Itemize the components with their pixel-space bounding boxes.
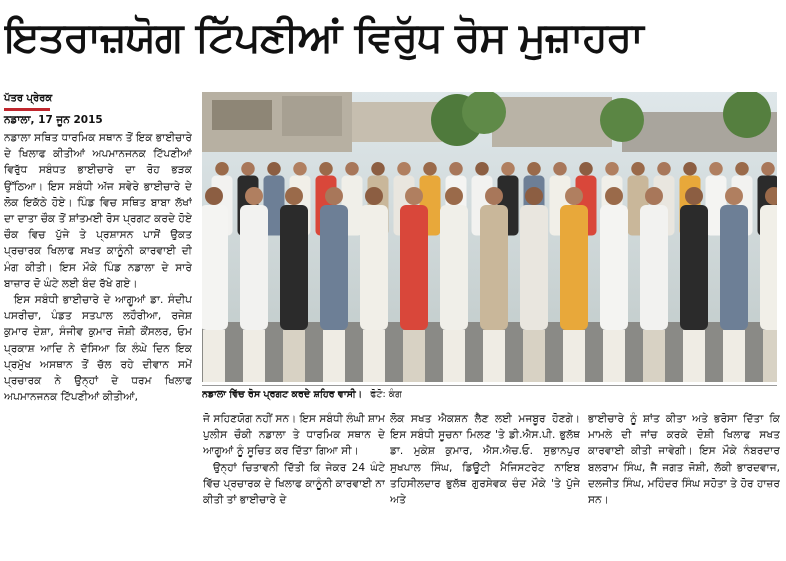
crowd-person-head [285, 187, 303, 205]
crowd-person-head [205, 187, 223, 205]
photo-caption [202, 387, 777, 403]
article-column-2 [203, 411, 385, 558]
crowd-person-head [605, 187, 623, 205]
news-photo [202, 92, 777, 382]
crowd-person-body [320, 205, 348, 330]
crowd-person-head [527, 162, 541, 176]
crowd-person-legs [723, 330, 745, 382]
crowd-person-head [405, 187, 423, 205]
protest-crowd-photo [202, 92, 777, 382]
crowd-person-body [480, 205, 508, 330]
crowd-person-legs [683, 330, 705, 382]
crowd-person-legs [643, 330, 665, 382]
dateline: ਨਡਾਲਾ, 17 ਜੂਨ 2015 [4, 114, 103, 126]
crowd-person-body [520, 205, 548, 330]
crowd-person-legs [603, 330, 625, 382]
crowd-person-head [449, 162, 463, 176]
crowd-person-body [280, 205, 308, 330]
crowd-person-legs [443, 330, 465, 382]
crowd-person-head [245, 187, 263, 205]
crowd-person-head [371, 162, 385, 176]
article-paragraph: ਭਾਈਚਾਰੇ ਨੂੰ ਸ਼ਾਂਤ ਕੀਤਾ ਅਤੇ ਭਰੋਸਾ ਦਿੱਤਾ ਕਿ ਮਾਮਲੇ ਦੀ ਜਾਂਚ ਕਰਕੇ ਦੋਸ਼ੀ ਖਿਲਾਫ ਸਖਤ ਕਾਰਵਾਈ ਕੀਤੀ ਜਾਵੇਗੀ। ਇਸ ਮੌਕੇ ਨੰਬਰਦਾਰ ਬਲਰਾਮ ਸਿੰਘ, ਜੈ ਜਗਤ ਜੋਸ਼ੀ, ਲੱਕੀ ਭਾਰਦਵਾਜ, ਦਲਜੀਤ ਸਿੰਘ, ਮਹਿੰਦਰ ਸਿੰਘ ਸਹੋਤਾ ਤੇ ਹੋਰ ਹਾਜ਼ਰ ਸਨ। [588, 413, 780, 507]
crowd-person-head [645, 187, 663, 205]
crowd-person-head [525, 187, 543, 205]
article-column-3 [390, 411, 580, 558]
crowd-person-head [501, 162, 515, 176]
byline: ਪੱਤਰ ਪ੍ਰੇਰਕ [4, 93, 53, 104]
article-paragraph: ਨਡਾਲਾ ਸਥਿਤ ਧਾਰਮਿਕ ਸਥਾਨ ਤੋਂ ਇਕ ਭਾਈਚਾਰੇ ਦੇ ਖਿਲਾਫ ਕੀਤੀਆਂ ਅਪਮਾਨਜਨਕ ਟਿੱਪਣੀਆਂ ਵਿਰੁੱਧ ਸਬੰਧਤ ਭਾਈਚਾਰੇ ਦਾ ਰੋਹ ਭੜਕ ਉੱਠਿਆ। ਇਸ ਸਬੰਧੀ ਅੱਜ ਸਵੇਰੇ ਭਾਈਚਾਰੇ ਦੇ ਲੋਕ ਇਕੱਠੇ ਹੋਏ। ਪਿੰਡ ਵਿਚ ਸਥਿਤ ਬਾਬਾ ਲੱਖਾਂ ਦਾ ਦਾਤਾ ਚੌਕ ਤੋਂ ਸ਼ਾਂਤਮਈ ਰੋਸ ਪ੍ਰਗਟ ਕਰਦੇ ਹੋਏ ਚੌਕ ਵਿਚ ਪੁੱਜੇ ਤੇ ਪ੍ਰਸ਼ਾਸਨ ਪਾਸੋਂ ਉਕਤ ਪ੍ਰਚਾਰਕ ਖਿਲਾਫ ਸਖਤ ਕਾਨੂੰਨੀ ਕਾਰਵਾਈ ਦੀ ਮੰਗ ਕੀਤੀ। ਇਸ ਮੌਕੇ ਪਿੰਡ ਨਡਾਲਾ ਦੇ ਸਾਰੇ ਬਾਜ਼ਾਰ ਦੋ ਘੰਟੇ ਲਈ ਬੰਦ ਰੱਖੇ ਗਏ। [4, 132, 192, 290]
article-column-4 [588, 411, 780, 558]
crowd-person-legs [323, 330, 345, 382]
crowd-person-head [579, 162, 593, 176]
crowd-person-head [423, 162, 437, 176]
crowd-person-head [345, 162, 359, 176]
crowd-person-legs [403, 330, 425, 382]
crowd-person-legs [203, 330, 225, 382]
crowd-person-legs [523, 330, 545, 382]
crowd-person-legs [283, 330, 305, 382]
crowd-person-body [760, 205, 777, 330]
crowd-person-legs [483, 330, 505, 382]
crowd-person-head [725, 187, 743, 205]
article-paragraph: ਇਸ ਸਬੰਧੀ ਭਾਈਚਾਰੇ ਦੇ ਆਗੂਆਂ ਡਾ. ਸੰਦੀਪ ਪਸਰੀਚਾ, ਪੰਡਤ ਸਤਪਾਲ ਲਹੌਰੀਆ, ਰਜੇਸ਼ ਕੁਮਾਰ ਦੇਸ਼ਾ, ਸੰਜੀਵ ਕੁਮਾਰ ਜੋਸ਼ੀ ਕੌਂਸਲਰ, ਓਮ ਪ੍ਰਕਾਸ਼ ਆਦਿ ਨੇ ਦੱਸਿਆ ਕਿ ਲੰਘੇ ਦਿਨ ਇਕ ਪ੍ਰਮੁੱਖ ਅਸਥਾਨ ਤੋਂ ਚੱਲ ਰਹੇ ਦੀਵਾਨ ਸਮੇਂ ਪ੍ਰਚਾਰਕ ਨੇ ਉਨ੍ਹਾਂ ਦੇ ਧਰਮ ਖਿਲਾਫ ਅਪਮਾਨਜਨਕ ਟਿੱਪਣੀਆਂ ਕੀਤੀਆਂ, [4, 294, 192, 404]
crowd-person-body [600, 205, 628, 330]
headline: ਇਤਰਾਜ਼ਯੋਗ ਟਿੱਪਣੀਆਂ ਵਿਰੁੱਧ ਰੋਸ ਮੁਜ਼ਾਹਰਾ [4, 13, 643, 61]
crowd-person-body [440, 205, 468, 330]
caption-rule [202, 385, 777, 386]
crowd-person-head [325, 187, 343, 205]
byline-rule [4, 108, 50, 111]
photo-caption-text: ਨਡਾਲਾ ਵਿੱਚ ਰੋਸ ਪ੍ਰਗਟ ਕਰਦੇ ਸ਼ਹਿਰ ਵਾਸੀ। [202, 389, 363, 400]
crowd-person-body [202, 205, 228, 330]
crowd-person-head [685, 187, 703, 205]
crowd-person-body [240, 205, 268, 330]
crowd-person-head [365, 187, 383, 205]
crowd-person-body [720, 205, 748, 330]
crowd-person-head [475, 162, 489, 176]
crowd-person-head [267, 162, 281, 176]
crowd-person-head [293, 162, 307, 176]
crowd-person-head [761, 162, 775, 176]
crowd-person-head [445, 187, 463, 205]
crowd-person-head [735, 162, 749, 176]
crowd-person-head [215, 162, 229, 176]
article-paragraph: ਜੋ ਸਹਿਣਯੋਗ ਨਹੀਂ ਸਨ। ਇਸ ਸਬੰਧੀ ਲੰਘੀ ਸ਼ਾਮ ਪੁਲੀਸ ਚੌਕੀ ਨਡਾਲਾ ਤੇ ਧਾਰਮਿਕ ਸਥਾਨ ਦੇ ਆਗੂਆਂ ਨੂੰ ਸੂਚਿਤ ਕਰ ਦਿੱਤਾ ਗਿਆ ਸੀ। [203, 413, 385, 458]
crowd-person-head [397, 162, 411, 176]
crowd-person-head [553, 162, 567, 176]
crowd-person-legs [363, 330, 385, 382]
crowd-person-head [631, 162, 645, 176]
crowd-person-head [241, 162, 255, 176]
crowd-person-body [680, 205, 708, 330]
crowd-person-body [360, 205, 388, 330]
crowd-person-body [640, 205, 668, 330]
article-column-1 [4, 130, 192, 558]
crowd-person-head [565, 187, 583, 205]
crowd-person-legs [763, 330, 777, 382]
crowd-person-head [657, 162, 671, 176]
crowd-person-legs [563, 330, 585, 382]
crowd-person-body [400, 205, 428, 330]
article-paragraph: ਉਨ੍ਹਾਂ ਚਿਤਾਵਨੀ ਦਿੱਤੀ ਕਿ ਜੇਕਰ 24 ਘੰਟੇ ਵਿੱਚ ਪ੍ਰਚਾਰਕ ਦੇ ਖਿਲਾਫ ਕਾਨੂੰਨੀ ਕਾਰਵਾਈ ਨਾ ਕੀਤੀ ਤਾਂ ਭਾਈਚਾਰੇ ਦੇ [203, 461, 385, 507]
crowd-person-head [709, 162, 723, 176]
crowd-person-head [683, 162, 697, 176]
crowd-person-body [560, 205, 588, 330]
article-paragraph: ਲੋਕ ਸਖਤ ਐਕਸ਼ਨ ਲੈਣ ਲਈ ਮਜਬੂਰ ਹੋਣਗੇ। ਇਸ ਸਬੰਧੀ ਸੂਚਨਾ ਮਿਲਣ 'ਤੇ ਡੀ.ਐਸ.ਪੀ. ਭੁਲੱਥ ਡਾ. ਮੁਕੇਸ਼ ਕੁਮਾਰ, ਐਸ.ਐਚ.ਓ. ਸੁਭਾਨਪੁਰ ਸੁਖਪਾਲ ਸਿੰਘ, ਡਿਊਟੀ ਮੈਜਿਸਟਰੇਟ ਨਾਇਬ ਤਹਿਸੀਲਦਾਰ ਭੁਲੱਥ ਗੁਰਸੇਵਕ ਚੰਦ ਮੌਕੇ 'ਤੇ ਪੁੱਜੇ ਅਤੇ [390, 413, 580, 507]
crowd-person-legs [243, 330, 265, 382]
crowd-person-head [485, 187, 503, 205]
crowd-person-head [605, 162, 619, 176]
crowd-person-head [319, 162, 333, 176]
photo-credit: ਫੋਟੋ: ਕੰਗ [370, 389, 402, 400]
